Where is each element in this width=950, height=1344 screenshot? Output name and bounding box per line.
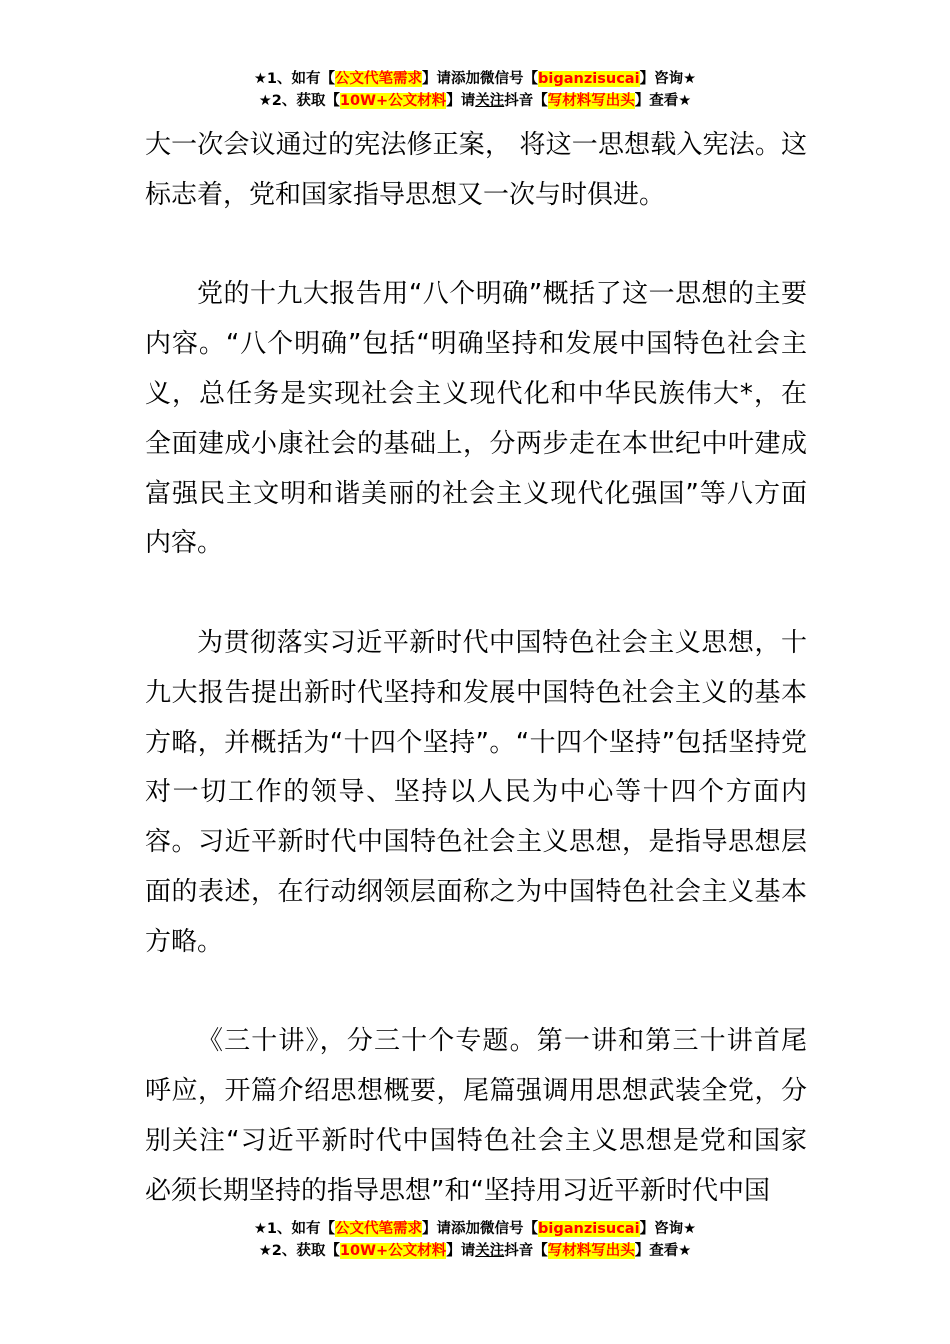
banner-text: 抖音【 (504, 1243, 548, 1259)
document-body (145, 121, 807, 1217)
banner-text: ★2、获取【 (258, 1243, 340, 1259)
banner-text: ★1、如有【 (253, 71, 336, 87)
paragraph-continuation: 大一次会议通过的宪法修正案， 将这一思想载入宪法。这标志着，党和国家指导思想又一次与时俱进。 (145, 130, 807, 210)
banner-highlight: biganzisucai (538, 71, 640, 87)
banner-emphasis: 添加 (451, 71, 481, 87)
banner-line-1 (0, 1218, 950, 1240)
banner-emphasis: 添加 (451, 1221, 481, 1237)
banner-line-2 (0, 1240, 950, 1262)
header-banner (0, 68, 950, 112)
banner-text: 】咨询★ (639, 71, 697, 87)
banner-highlight: 公文代笔需求 (335, 1221, 423, 1237)
banner-highlight: 公文代笔需求 (335, 71, 423, 87)
banner-line-1 (0, 68, 950, 90)
banner-emphasis: 关注 (475, 1243, 505, 1259)
banner-emphasis: 关注 (475, 93, 505, 109)
banner-highlight: 10W+公文材料 (339, 1243, 447, 1259)
banner-highlight: biganzisucai (538, 1221, 640, 1237)
banner-text: ★2、获取【 (258, 93, 340, 109)
paragraph: 《三十讲》，分三十个专题。第一讲和第三十讲首尾呼应，开篇介绍思想概要，尾篇强调用思想武装全党，分别关注“习近平新时代中国特色社会主义思想是党和国家必须长期坚持的指导思想”和“坚持用习近平新时代中国 (145, 1026, 807, 1206)
banner-highlight: 写材料写出头 (547, 1243, 635, 1259)
banner-highlight: 写材料写出头 (547, 93, 635, 109)
banner-text: 】请 (422, 1221, 452, 1237)
banner-text: 】请 (446, 93, 476, 109)
banner-text: ★1、如有【 (253, 1221, 336, 1237)
paragraph: 为贯彻落实习近平新时代中国特色社会主义思想，十九大报告提出新时代坚持和发展中国特色社会主义的基本方略，并概括为“十四个坚持”。“十四个坚持”包括坚持党对一切工作的领导、坚持以人民为中心等十四个方面内容。习近平新时代中国特色社会主义思想，是指导思想层面的表述，在行动纲领层面称之为中国特色社会主义基本方略。 (145, 627, 807, 957)
banner-text: 】查看★ (634, 93, 692, 109)
banner-text: 抖音【 (504, 93, 548, 109)
banner-text: 微信号【 (480, 71, 539, 87)
banner-text: 】请 (446, 1243, 476, 1259)
footer-banner (0, 1218, 950, 1262)
banner-text: 】查看★ (634, 1243, 692, 1259)
paragraph: 党的十九大报告用“八个明确”概括了这一思想的主要内容。“八个明确”包括“明确坚持和发展中国特色社会主义，总任务是实现社会主义现代化和中华民族伟大*，在全面建成小康社会的基础上，分两步走在本世纪中叶建成富强民主文明和谐美丽的社会主义现代化强国”等八方面内容。 (145, 279, 807, 559)
banner-text: 微信号【 (480, 1221, 539, 1237)
banner-text: 】请 (422, 71, 452, 87)
banner-highlight: 10W+公文材料 (339, 93, 447, 109)
banner-line-2 (0, 90, 950, 112)
banner-text: 】咨询★ (639, 1221, 697, 1237)
